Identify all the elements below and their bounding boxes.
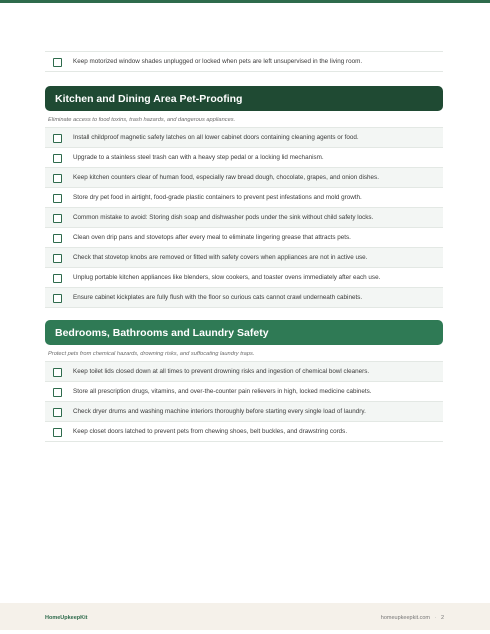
bedrooms-section-subtitle: Protect pets from chemical hazards, drowning risks, and suffocating laundry traps. bbox=[48, 351, 255, 357]
checkbox[interactable] bbox=[53, 154, 62, 163]
checklist-item bbox=[45, 168, 443, 188]
item-text: Install childproof magnetic safety latches on all lower cabinet doors containing cleaning agents or food. bbox=[73, 134, 359, 141]
checkbox[interactable] bbox=[53, 58, 62, 67]
item-text: Upgrade to a stainless steel trash can with a heavy step pedal or a locking lid mechanism. bbox=[73, 154, 324, 161]
checklist-item bbox=[45, 248, 443, 268]
bedrooms-section-title: Bedrooms, Bathrooms and Laundry Safety bbox=[55, 326, 269, 339]
checkbox[interactable] bbox=[53, 214, 62, 223]
checkbox[interactable] bbox=[53, 408, 62, 417]
checkbox[interactable] bbox=[53, 274, 62, 283]
checkbox[interactable] bbox=[53, 134, 62, 143]
checklist-item bbox=[45, 127, 443, 148]
checkbox[interactable] bbox=[53, 174, 62, 183]
checklist-item bbox=[45, 51, 443, 72]
item-text: Keep motorized window shades unplugged or locked when pets are left unsupervised in the living room. bbox=[73, 58, 363, 65]
checklist-item bbox=[45, 402, 443, 422]
item-text: Check that stovetop knobs are removed or fitted with safety covers when appliances are not in active use. bbox=[73, 254, 368, 261]
checkbox[interactable] bbox=[53, 234, 62, 243]
checklist-page bbox=[45, 0, 443, 442]
item-text: Ensure cabinet kickplates are fully flush with the floor so curious cats cannot crawl underneath cabinets. bbox=[73, 294, 363, 301]
footer-page-number: 2 bbox=[440, 615, 444, 621]
item-text: Store all prescription drugs, vitamins, and over-the-counter pain relievers in high, locked medicine cabinets. bbox=[73, 388, 372, 395]
item-text: Keep closet doors latched to prevent pets from chewing shoes, belt buckles, and drawstring cords. bbox=[73, 428, 348, 435]
kitchen-section-subtitle: Eliminate access to food toxins, trash hazards, and dangerous appliances. bbox=[48, 117, 236, 123]
checkbox[interactable] bbox=[53, 254, 62, 263]
checkbox[interactable] bbox=[53, 388, 62, 397]
checkbox[interactable] bbox=[53, 294, 62, 303]
footer-site: homeupkeepkit.com bbox=[380, 615, 431, 621]
item-text: Common mistake to avoid: Storing dish soap and dishwasher pods under the sink without child safety locks. bbox=[73, 214, 374, 221]
item-text: Keep kitchen counters clear of human food, especially raw bread dough, chocolate, grapes, and onion dishes. bbox=[73, 174, 379, 181]
page-footer bbox=[0, 603, 490, 630]
item-text: Store dry pet food in airtight, food-grade plastic containers to prevent pest infestations and mold growth. bbox=[73, 194, 362, 201]
checkbox[interactable] bbox=[53, 368, 62, 377]
footer-separator: · bbox=[434, 615, 437, 621]
bedrooms-section-header bbox=[45, 320, 443, 345]
checkbox[interactable] bbox=[53, 194, 62, 203]
item-text: Clean oven drip pans and stovetops after every meal to eliminate lingering grease that attracts pets. bbox=[73, 234, 351, 241]
item-text: Check dryer drums and washing machine interiors thoroughly before starting every single load of laundry. bbox=[73, 408, 366, 415]
checklist-item bbox=[45, 288, 443, 308]
checklist-item bbox=[45, 361, 443, 382]
kitchen-section-title: Kitchen and Dining Area Pet-Proofing bbox=[55, 92, 243, 105]
checklist-item bbox=[45, 148, 443, 168]
checklist-item bbox=[45, 382, 443, 402]
footer-brand: HomeUpkeepKit bbox=[45, 615, 88, 621]
kitchen-section-header bbox=[45, 86, 443, 111]
checklist-item bbox=[45, 228, 443, 248]
item-text: Keep toilet lids closed down at all times to prevent drowning risks and ingestion of chemical bowl cleaners. bbox=[73, 368, 370, 375]
checkbox[interactable] bbox=[53, 428, 62, 437]
item-text: Unplug portable kitchen appliances like blenders, slow cookers, and toaster ovens immediately after each use. bbox=[73, 274, 381, 281]
checklist-item bbox=[45, 188, 443, 208]
checklist-item bbox=[45, 208, 443, 228]
checklist-item bbox=[45, 268, 443, 288]
footer-page-info bbox=[381, 615, 444, 621]
checklist-item bbox=[45, 422, 443, 442]
